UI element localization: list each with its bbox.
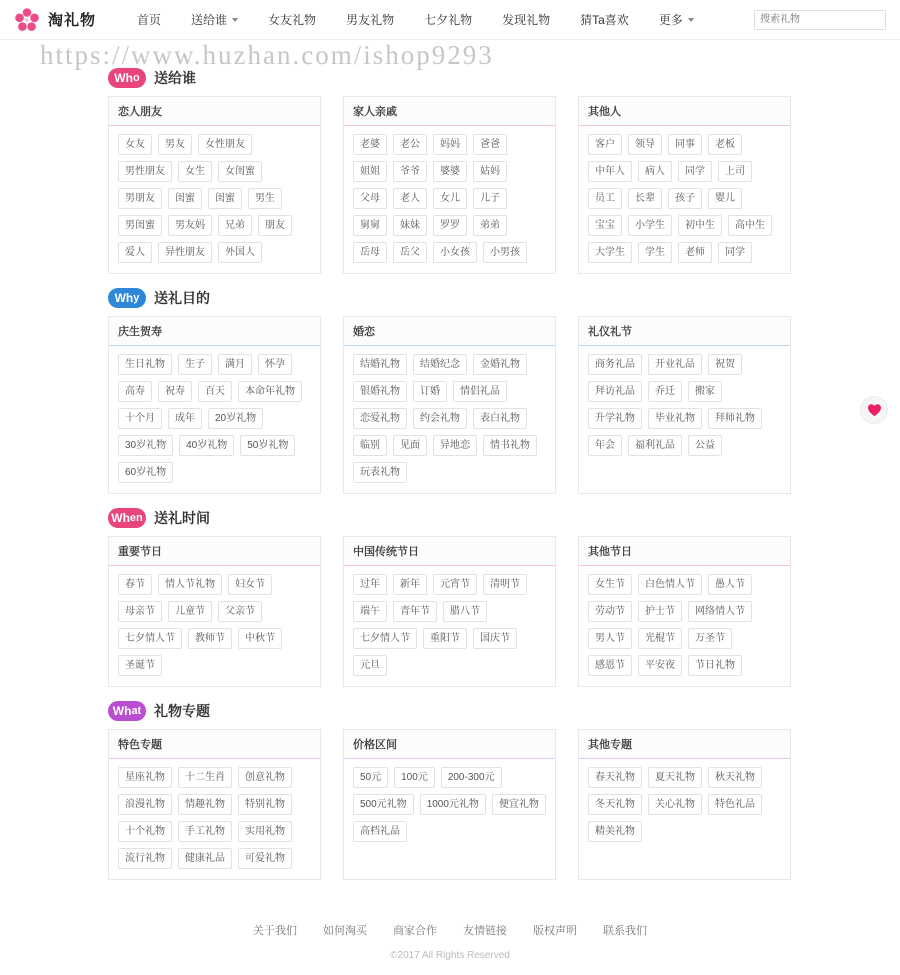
footer-link-howto[interactable]: 如何淘买 bbox=[323, 925, 367, 937]
footer-links bbox=[0, 922, 900, 938]
tag-item[interactable]: 满月 bbox=[218, 354, 252, 375]
card-lovers-friends bbox=[108, 96, 321, 274]
tag-list bbox=[579, 566, 790, 686]
tag-item[interactable]: 元宵节 bbox=[433, 574, 477, 595]
tag-item[interactable]: 拜访礼品 bbox=[588, 381, 642, 402]
tag-item[interactable]: 大学生 bbox=[588, 242, 632, 263]
nav-item-0[interactable]: 首页 bbox=[137, 12, 162, 27]
tag-item[interactable]: 儿童节 bbox=[168, 601, 212, 622]
tag-item[interactable]: 高寿 bbox=[118, 381, 152, 402]
tag-item[interactable]: 国庆节 bbox=[473, 628, 517, 649]
tag-item[interactable]: 岳父 bbox=[393, 242, 427, 263]
tag-item[interactable]: 同学 bbox=[678, 161, 712, 182]
tag-item[interactable]: 外国人 bbox=[218, 242, 262, 263]
tag-item[interactable]: 兄弟 bbox=[218, 215, 252, 236]
tag-item[interactable]: 怀孕 bbox=[258, 354, 292, 375]
tag-item[interactable]: 春天礼物 bbox=[588, 767, 642, 788]
card-title: 恋人朋友 bbox=[109, 97, 320, 126]
tag-item[interactable]: 女友 bbox=[118, 134, 152, 155]
tag-item[interactable]: 老师 bbox=[678, 242, 712, 263]
tag-item[interactable]: 50元 bbox=[353, 767, 388, 788]
search-input[interactable] bbox=[755, 11, 886, 29]
tag-item[interactable]: 长辈 bbox=[628, 188, 662, 209]
section-when bbox=[0, 508, 900, 687]
section-when-cards bbox=[0, 536, 900, 687]
tag-list bbox=[579, 126, 790, 273]
tag-item[interactable]: 弟弟 bbox=[473, 215, 507, 236]
copyright-text: ©2017 All Rights Reserved bbox=[390, 950, 510, 961]
tag-list bbox=[344, 346, 555, 493]
tag-item[interactable]: 年会 bbox=[588, 435, 622, 456]
tag-list bbox=[344, 759, 555, 852]
tag-item[interactable]: 结婚纪念 bbox=[413, 354, 467, 375]
tag-item[interactable]: 特别礼物 bbox=[238, 794, 292, 815]
tag-item[interactable]: 100元 bbox=[394, 767, 435, 788]
tag-item[interactable]: 生日礼物 bbox=[118, 354, 172, 375]
tag-item[interactable]: 30岁礼物 bbox=[118, 435, 173, 456]
tag-item[interactable]: 重阳节 bbox=[423, 628, 467, 649]
tag-item[interactable]: 青年节 bbox=[393, 601, 437, 622]
tag-item[interactable]: 清明节 bbox=[483, 574, 527, 595]
badge-when: Wh en bbox=[108, 508, 146, 528]
nav-item-4[interactable]: 七夕礼物 bbox=[424, 12, 473, 27]
section-why-cards bbox=[0, 316, 900, 494]
tag-item[interactable]: 商务礼品 bbox=[588, 354, 642, 375]
card-other-holidays bbox=[578, 536, 791, 687]
tag-item[interactable]: 中秋节 bbox=[238, 628, 282, 649]
heart-icon bbox=[867, 403, 882, 417]
tag-item[interactable]: 七夕情人节 bbox=[118, 628, 182, 649]
tag-item[interactable]: 护士节 bbox=[638, 601, 682, 622]
tag-item[interactable]: 男朋友 bbox=[118, 188, 162, 209]
tag-item[interactable]: 祝贺 bbox=[708, 354, 742, 375]
tag-item[interactable]: 冬天礼物 bbox=[588, 794, 642, 815]
tag-item[interactable]: 初中生 bbox=[678, 215, 722, 236]
section-who-label: 送给谁 bbox=[154, 70, 196, 86]
card-title: 价格区间 bbox=[344, 730, 555, 759]
tag-item[interactable]: 客户 bbox=[588, 134, 622, 155]
card-etiquette bbox=[578, 316, 791, 494]
tag-item[interactable]: 健康礼品 bbox=[178, 848, 232, 869]
tag-item[interactable]: 40岁礼物 bbox=[179, 435, 234, 456]
tag-item[interactable]: 同学 bbox=[718, 242, 752, 263]
tag-item[interactable]: 本命年礼物 bbox=[238, 381, 302, 402]
tag-item[interactable]: 妈妈 bbox=[433, 134, 467, 155]
card-important-holidays bbox=[108, 536, 321, 687]
card-traditional-holidays bbox=[343, 536, 556, 687]
tag-item[interactable]: 婆婆 bbox=[433, 161, 467, 182]
tag-item[interactable]: 女生节 bbox=[588, 574, 632, 595]
tag-item[interactable]: 情人节礼物 bbox=[158, 574, 222, 595]
card-title: 中国传统节日 bbox=[344, 537, 555, 566]
tag-item[interactable]: 情趣礼物 bbox=[178, 794, 232, 815]
tag-item[interactable]: 200-300元 bbox=[441, 767, 502, 788]
tag-item[interactable]: 搬家 bbox=[688, 381, 722, 402]
tag-list bbox=[344, 126, 555, 273]
tag-item[interactable]: 情书礼物 bbox=[483, 435, 537, 456]
tag-item[interactable]: 十个礼物 bbox=[118, 821, 172, 842]
card-title: 特色专题 bbox=[109, 730, 320, 759]
card-featured-topics bbox=[108, 729, 321, 880]
tag-item[interactable]: 高中生 bbox=[728, 215, 772, 236]
tag-item[interactable]: 订婚 bbox=[413, 381, 447, 402]
tag-item[interactable]: 姐姐 bbox=[353, 161, 387, 182]
badge-who: Wh o bbox=[108, 68, 146, 88]
tag-item[interactable]: 银婚礼物 bbox=[353, 381, 407, 402]
card-family-relatives bbox=[343, 96, 556, 274]
tag-item[interactable]: 同事 bbox=[668, 134, 702, 155]
tag-item[interactable]: 夏天礼物 bbox=[648, 767, 702, 788]
tag-item[interactable]: 妹妹 bbox=[393, 215, 427, 236]
site-header bbox=[0, 0, 900, 40]
page-content bbox=[0, 40, 900, 880]
tag-item[interactable]: 秋天礼物 bbox=[708, 767, 762, 788]
tag-item[interactable]: 小学生 bbox=[628, 215, 672, 236]
nav-item-3[interactable]: 男友礼物 bbox=[346, 12, 395, 27]
badge-what: Wh at bbox=[108, 701, 146, 721]
tag-item[interactable]: 光棍节 bbox=[638, 628, 682, 649]
tag-item[interactable]: 祝寿 bbox=[158, 381, 192, 402]
tag-item[interactable]: 男人节 bbox=[588, 628, 632, 649]
tag-item[interactable]: 中年人 bbox=[588, 161, 632, 182]
tag-item[interactable]: 元旦 bbox=[353, 655, 387, 676]
tag-item[interactable]: 男友妈 bbox=[168, 215, 212, 236]
tag-item[interactable]: 圣诞节 bbox=[118, 655, 162, 676]
tag-item[interactable]: 玩表礼物 bbox=[353, 462, 407, 483]
section-what-cards bbox=[0, 729, 900, 880]
nav-item-5[interactable]: 发现礼物 bbox=[502, 12, 551, 27]
logo-text: 淘礼物 bbox=[48, 12, 97, 29]
section-why-title bbox=[108, 288, 900, 308]
main-nav bbox=[122, 1, 709, 39]
tag-item[interactable]: 老板 bbox=[708, 134, 742, 155]
section-when-title bbox=[108, 508, 900, 528]
tag-item[interactable]: 上司 bbox=[718, 161, 752, 182]
tag-item[interactable]: 爷爷 bbox=[393, 161, 427, 182]
tag-item[interactable]: 拜师礼物 bbox=[708, 408, 762, 429]
section-what bbox=[0, 701, 900, 880]
tag-item[interactable]: 男生 bbox=[248, 188, 282, 209]
tag-item[interactable]: 父亲节 bbox=[218, 601, 262, 622]
tag-item[interactable]: 福利礼品 bbox=[628, 435, 682, 456]
tag-item[interactable]: 公益 bbox=[688, 435, 722, 456]
logo[interactable] bbox=[14, 7, 96, 33]
card-title: 其他专题 bbox=[579, 730, 790, 759]
tag-item[interactable]: 妇女节 bbox=[228, 574, 272, 595]
tag-item[interactable]: 可爱礼物 bbox=[238, 848, 292, 869]
tag-item[interactable]: 舅舅 bbox=[353, 215, 387, 236]
card-title: 庆生贺寿 bbox=[109, 317, 320, 346]
tag-item[interactable]: 百天 bbox=[198, 381, 232, 402]
tag-item[interactable]: 小男孩 bbox=[483, 242, 527, 263]
tag-item[interactable]: 朋友 bbox=[258, 215, 292, 236]
tag-item[interactable]: 女生 bbox=[178, 161, 212, 182]
tag-item[interactable]: 小女孩 bbox=[433, 242, 477, 263]
watermark-text: https://www.huzhan.com/ishop9293 bbox=[40, 40, 494, 70]
tag-item[interactable]: 20岁礼物 bbox=[208, 408, 263, 429]
tag-item[interactable]: 高档礼品 bbox=[353, 821, 407, 842]
card-title: 重要节日 bbox=[109, 537, 320, 566]
tag-item[interactable]: 腊八节 bbox=[443, 601, 487, 622]
tag-item[interactable]: 临别 bbox=[353, 435, 387, 456]
tag-item[interactable]: 便宜礼物 bbox=[492, 794, 546, 815]
tag-item[interactable]: 孩子 bbox=[668, 188, 702, 209]
tag-item[interactable]: 男友 bbox=[158, 134, 192, 155]
tag-item[interactable]: 乔迁 bbox=[648, 381, 682, 402]
footer-link-about[interactable]: 关于我们 bbox=[253, 925, 297, 937]
tag-item[interactable]: 男闺蜜 bbox=[118, 215, 162, 236]
tag-item[interactable]: 爸爸 bbox=[473, 134, 507, 155]
tag-item[interactable]: 女性朋友 bbox=[198, 134, 252, 155]
section-why bbox=[0, 288, 900, 494]
favorite-button[interactable] bbox=[860, 396, 888, 424]
tag-item[interactable]: 情侣礼品 bbox=[453, 381, 507, 402]
card-title: 家人亲戚 bbox=[344, 97, 555, 126]
tag-item[interactable]: 过年 bbox=[353, 574, 387, 595]
card-birthday-longevity bbox=[108, 316, 321, 494]
tag-item[interactable]: 毕业礼物 bbox=[648, 408, 702, 429]
tag-item[interactable]: 500元礼物 bbox=[353, 794, 414, 815]
tag-item[interactable]: 病人 bbox=[638, 161, 672, 182]
tag-item[interactable]: 春节 bbox=[118, 574, 152, 595]
card-other-topics bbox=[578, 729, 791, 880]
tag-item[interactable]: 爱人 bbox=[118, 242, 152, 263]
section-who-cards bbox=[0, 96, 900, 274]
tag-list bbox=[109, 126, 320, 273]
tag-item[interactable]: 员工 bbox=[588, 188, 622, 209]
tag-item[interactable]: 七夕情人节 bbox=[353, 628, 417, 649]
tag-item[interactable]: 生子 bbox=[178, 354, 212, 375]
card-title: 其他人 bbox=[579, 97, 790, 126]
tag-item[interactable]: 女闺蜜 bbox=[218, 161, 262, 182]
card-title: 婚恋 bbox=[344, 317, 555, 346]
tag-item[interactable]: 1000元礼物 bbox=[420, 794, 486, 815]
tag-item[interactable]: 关心礼物 bbox=[648, 794, 702, 815]
tag-item[interactable]: 50岁礼物 bbox=[240, 435, 295, 456]
tag-item[interactable]: 异性朋友 bbox=[158, 242, 212, 263]
nav-item-6[interactable]: 猜Ta喜欢 bbox=[580, 12, 629, 27]
tag-list bbox=[109, 759, 320, 879]
tag-item[interactable]: 姑妈 bbox=[473, 161, 507, 182]
section-who-title bbox=[108, 68, 900, 88]
tag-item[interactable]: 金婚礼物 bbox=[473, 354, 527, 375]
tag-item[interactable]: 老婆 bbox=[353, 134, 387, 155]
section-who bbox=[0, 68, 900, 274]
tag-item[interactable]: 老公 bbox=[393, 134, 427, 155]
footer-link-friendly[interactable]: 友情链接 bbox=[463, 925, 507, 937]
tag-item[interactable]: 母亲节 bbox=[118, 601, 162, 622]
section-what-title bbox=[108, 701, 900, 721]
tag-item[interactable]: 婴儿 bbox=[708, 188, 742, 209]
tag-item[interactable]: 女儿 bbox=[433, 188, 467, 209]
tag-item[interactable]: 手工礼物 bbox=[178, 821, 232, 842]
tag-list bbox=[109, 346, 320, 493]
tag-item[interactable]: 约会礼物 bbox=[413, 408, 467, 429]
card-title: 礼仪礼节 bbox=[579, 317, 790, 346]
tag-item[interactable]: 学生 bbox=[638, 242, 672, 263]
tag-item[interactable]: 见面 bbox=[393, 435, 427, 456]
tag-item[interactable]: 精美礼物 bbox=[588, 821, 642, 842]
search-box[interactable] bbox=[754, 10, 886, 30]
footer-link-copyright-statement[interactable]: 版权声明 bbox=[533, 925, 577, 937]
nav-item-2[interactable]: 女友礼物 bbox=[268, 12, 317, 27]
tag-item[interactable]: 60岁礼物 bbox=[118, 462, 173, 483]
tag-item[interactable]: 岳母 bbox=[353, 242, 387, 263]
tag-item[interactable]: 儿子 bbox=[473, 188, 507, 209]
card-price-range bbox=[343, 729, 556, 880]
card-others bbox=[578, 96, 791, 274]
tag-list bbox=[344, 566, 555, 686]
tag-item[interactable]: 领导 bbox=[628, 134, 662, 155]
tag-item[interactable]: 男性朋友 bbox=[118, 161, 172, 182]
tag-list bbox=[109, 566, 320, 686]
tag-item[interactable]: 十二生肖 bbox=[178, 767, 232, 788]
tag-item[interactable]: 流行礼物 bbox=[118, 848, 172, 869]
tag-item[interactable]: 罗罗 bbox=[433, 215, 467, 236]
badge-why: Wh y bbox=[108, 288, 146, 308]
tag-item[interactable]: 万圣节 bbox=[688, 628, 732, 649]
tag-item[interactable]: 劳动节 bbox=[588, 601, 632, 622]
site-footer bbox=[0, 906, 900, 975]
tag-item[interactable]: 开业礼品 bbox=[648, 354, 702, 375]
tag-item[interactable]: 成年 bbox=[168, 408, 202, 429]
card-title: 其他节日 bbox=[579, 537, 790, 566]
nav-item-1[interactable]: 送给谁 bbox=[176, 1, 253, 39]
card-marriage-romance bbox=[343, 316, 556, 494]
tag-item[interactable]: 十个月 bbox=[118, 408, 162, 429]
section-when-label: 送礼时间 bbox=[154, 510, 210, 526]
tag-item[interactable]: 闺蜜 bbox=[208, 188, 242, 209]
section-why-label: 送礼目的 bbox=[154, 290, 210, 306]
tag-item[interactable]: 节日礼物 bbox=[688, 655, 742, 676]
tag-item[interactable]: 表白礼物 bbox=[473, 408, 527, 429]
tag-item[interactable]: 端午 bbox=[353, 601, 387, 622]
tag-item[interactable]: 闺蜜 bbox=[168, 188, 202, 209]
tag-item[interactable]: 结婚礼物 bbox=[353, 354, 407, 375]
tag-item[interactable]: 浪漫礼物 bbox=[118, 794, 172, 815]
footer-link-contact[interactable]: 联系我们 bbox=[603, 925, 647, 937]
tag-item[interactable]: 网络情人节 bbox=[688, 601, 752, 622]
tag-list bbox=[579, 346, 790, 466]
tag-item[interactable]: 升学礼物 bbox=[588, 408, 642, 429]
tag-item[interactable]: 星座礼物 bbox=[118, 767, 172, 788]
tag-item[interactable]: 教师节 bbox=[188, 628, 232, 649]
tag-list bbox=[579, 759, 790, 852]
flower-icon bbox=[14, 7, 40, 33]
tag-item[interactable]: 愚人节 bbox=[708, 574, 752, 595]
nav-item-7[interactable]: 更多 bbox=[644, 1, 709, 39]
tag-item[interactable]: 父母 bbox=[353, 188, 387, 209]
tag-item[interactable]: 宝宝 bbox=[588, 215, 622, 236]
tag-item[interactable]: 感恩节 bbox=[588, 655, 632, 676]
section-what-label: 礼物专题 bbox=[154, 703, 210, 719]
tag-item[interactable]: 白色情人节 bbox=[638, 574, 702, 595]
tag-item[interactable]: 新年 bbox=[393, 574, 427, 595]
footer-link-partner[interactable]: 商家合作 bbox=[393, 925, 437, 937]
tag-item[interactable]: 实用礼物 bbox=[238, 821, 292, 842]
tag-item[interactable]: 特色礼品 bbox=[708, 794, 762, 815]
tag-item[interactable]: 恋爱礼物 bbox=[353, 408, 407, 429]
tag-item[interactable]: 平安夜 bbox=[638, 655, 682, 676]
tag-item[interactable]: 创意礼物 bbox=[238, 767, 292, 788]
tag-item[interactable]: 老人 bbox=[393, 188, 427, 209]
tag-item[interactable]: 异地恋 bbox=[433, 435, 477, 456]
